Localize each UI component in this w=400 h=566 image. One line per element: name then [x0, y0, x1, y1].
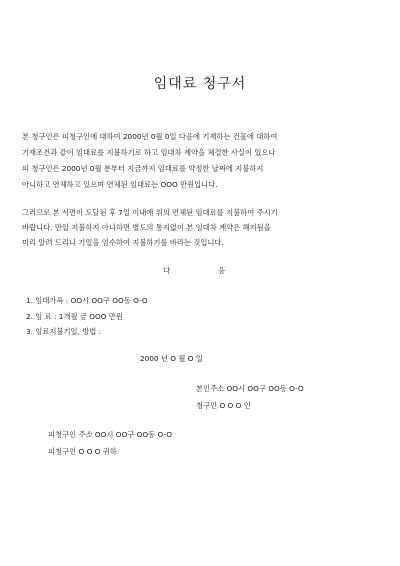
list-item-rent: 2. 임 료 : 1개월 금 OOO 만원 [26, 312, 123, 321]
body-line-4: 아니하고 연체하고 있으며 연체된 임대료는 OOO 만원입니다. [22, 180, 218, 189]
document-date: 2000 년 O 월 O 일 [140, 354, 203, 363]
body-line-2: 기재조건과 같이 임대료를 지불하기로 하고 임대차 계약을 체결한 사실이 있으나 [22, 148, 276, 157]
body-line-7: 미리 알려 드리니 기일을 엄수하여 지불하기를 바라는 것입니다. [22, 238, 224, 247]
claimant-address: 본인주소 OO시 OO구 OO동 O-O [196, 384, 304, 393]
heading-eum: 음 [218, 266, 226, 275]
body-line-6: 바랍니다. 만일 지불하지 아니하면 별도의 통지없이 본 임대차 계약은 해지됨을 [22, 223, 271, 232]
respondent-name: 피청구인 O O O 귀하 [48, 447, 117, 456]
list-item-payment-date: 3. 임료지불기일, 방법 : [26, 327, 102, 336]
list-item-rental-house: 1. 임대가옥 : OO시 OO구 OO동 O-O [26, 296, 148, 305]
claimant-name: 청구인 O O O 인 [196, 401, 251, 410]
respondent-address: 피청구인 주소 OO시 OO구 OO동 O-O [48, 430, 173, 439]
heading-da: 다 [163, 266, 171, 275]
body-line-3: 피 청구인은 2000년 0월 분부터 지금까지 임대료를 약정한 날짜에 지불하지 [22, 164, 264, 173]
body-line-1: 본 청구인은 피청구인에 대하여 2000년 0월 0일 다음에 기재하는 건물에 대하여 [22, 132, 278, 141]
body-line-5: 그러므로 본 서면이 도달된 후 7일 이내에 위의 연체된 임대료를 지불하여 주시기 [22, 208, 278, 217]
document-title: 임대료 청구서 [153, 76, 247, 92]
